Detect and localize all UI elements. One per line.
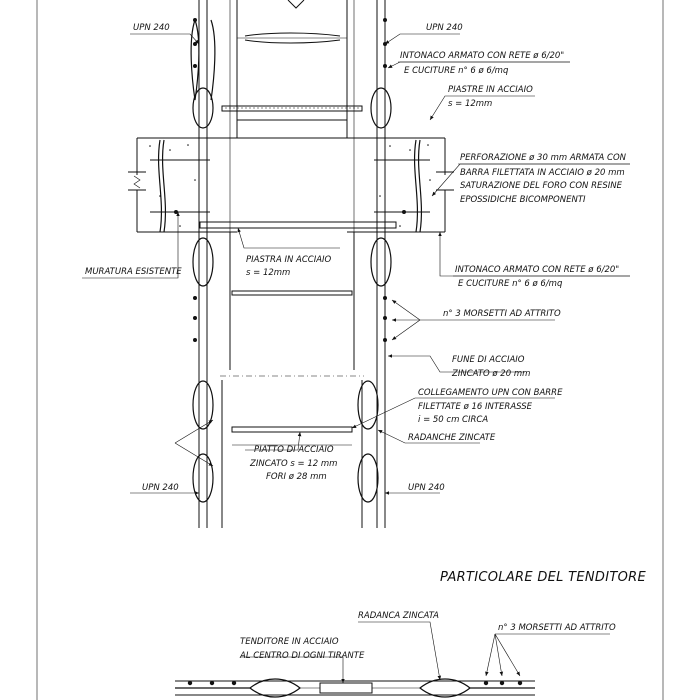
label-piastre-1: PIASTRE IN ACCIAIO bbox=[448, 85, 533, 95]
label-piastra-mid-2: s = 12mm bbox=[246, 268, 291, 278]
label-perforazione-3: SATURAZIONE DEL FORO CON RESINE bbox=[460, 181, 623, 191]
label-morsetti-main: n° 3 MORSETTI AD ATTRITO bbox=[443, 309, 561, 319]
label-upn-bottom-left: UPN 240 bbox=[142, 483, 179, 493]
label-perforazione-2: BARRA FILETTATA IN ACCIAIO ø 20 mm bbox=[460, 168, 625, 178]
leaders bbox=[82, 34, 630, 493]
label-piastra-mid-1: PIASTRA IN ACCIAIO bbox=[246, 255, 332, 265]
upper-wall bbox=[222, 0, 362, 140]
label-muratura: MURATURA ESISTENTE bbox=[85, 267, 182, 277]
right-cable-assembly bbox=[358, 0, 391, 528]
label-intonaco-mid-1: INTONACO ARMATO CON RETE ø 6/20" bbox=[455, 265, 620, 275]
label-tenditore-1: TENDITORE IN ACCIAIO bbox=[240, 637, 339, 647]
label-piatto-1: PIATTO DI ACCIAIO bbox=[254, 445, 334, 455]
label-morsetti-detail: n° 3 MORSETTI AD ATTRITO bbox=[498, 623, 616, 633]
label-piastre-2: s = 12mm bbox=[448, 99, 493, 109]
label-radanca-zincata: RADANCA ZINCATA bbox=[358, 611, 439, 621]
label-upn-bottom-right: UPN 240 bbox=[408, 483, 445, 493]
label-piatto-3: FORI ø 28 mm bbox=[266, 472, 327, 482]
label-collegamento-3: i = 50 cm CIRCA bbox=[418, 415, 489, 425]
label-piatto-2: ZINCATO s = 12 mm bbox=[250, 459, 338, 469]
label-radanche: RADANCHE ZINCATE bbox=[408, 433, 496, 443]
label-fune-2: ZINCATO ø 20 mm bbox=[452, 369, 531, 379]
label-perforazione-4: EPOSSIDICHE BICOMPONENTI bbox=[460, 195, 586, 205]
floor-slab bbox=[128, 120, 454, 232]
label-tenditore-2: AL CENTRO DI OGNI TIRANTE bbox=[240, 651, 365, 661]
label-perforazione-1: PERFORAZIONE ø 30 mm ARMATA CON bbox=[460, 153, 626, 163]
label-collegamento-2: FILETTATE ø 16 INTERASSE bbox=[418, 402, 532, 412]
label-upn-top-left: UPN 240 bbox=[133, 23, 170, 33]
lower-wall bbox=[220, 232, 364, 528]
label-intonaco-mid-2: E CUCITURE n° 6 ø 6/mq bbox=[458, 279, 563, 289]
label-intonaco-top-2: E CUCITURE n° 6 ø 6/mq bbox=[404, 66, 509, 76]
label-intonaco-top-1: INTONACO ARMATO CON RETE ø 6/20" bbox=[400, 51, 565, 61]
label-fune-1: FUNE DI ACCIAIO bbox=[452, 355, 525, 365]
left-cable-assembly bbox=[191, 0, 215, 528]
label-collegamento-1: COLLEGAMENTO UPN CON BARRE bbox=[418, 388, 563, 398]
detail-title: PARTICOLARE DEL TENDITORE bbox=[440, 570, 646, 585]
label-upn-top-right: UPN 240 bbox=[426, 23, 463, 33]
